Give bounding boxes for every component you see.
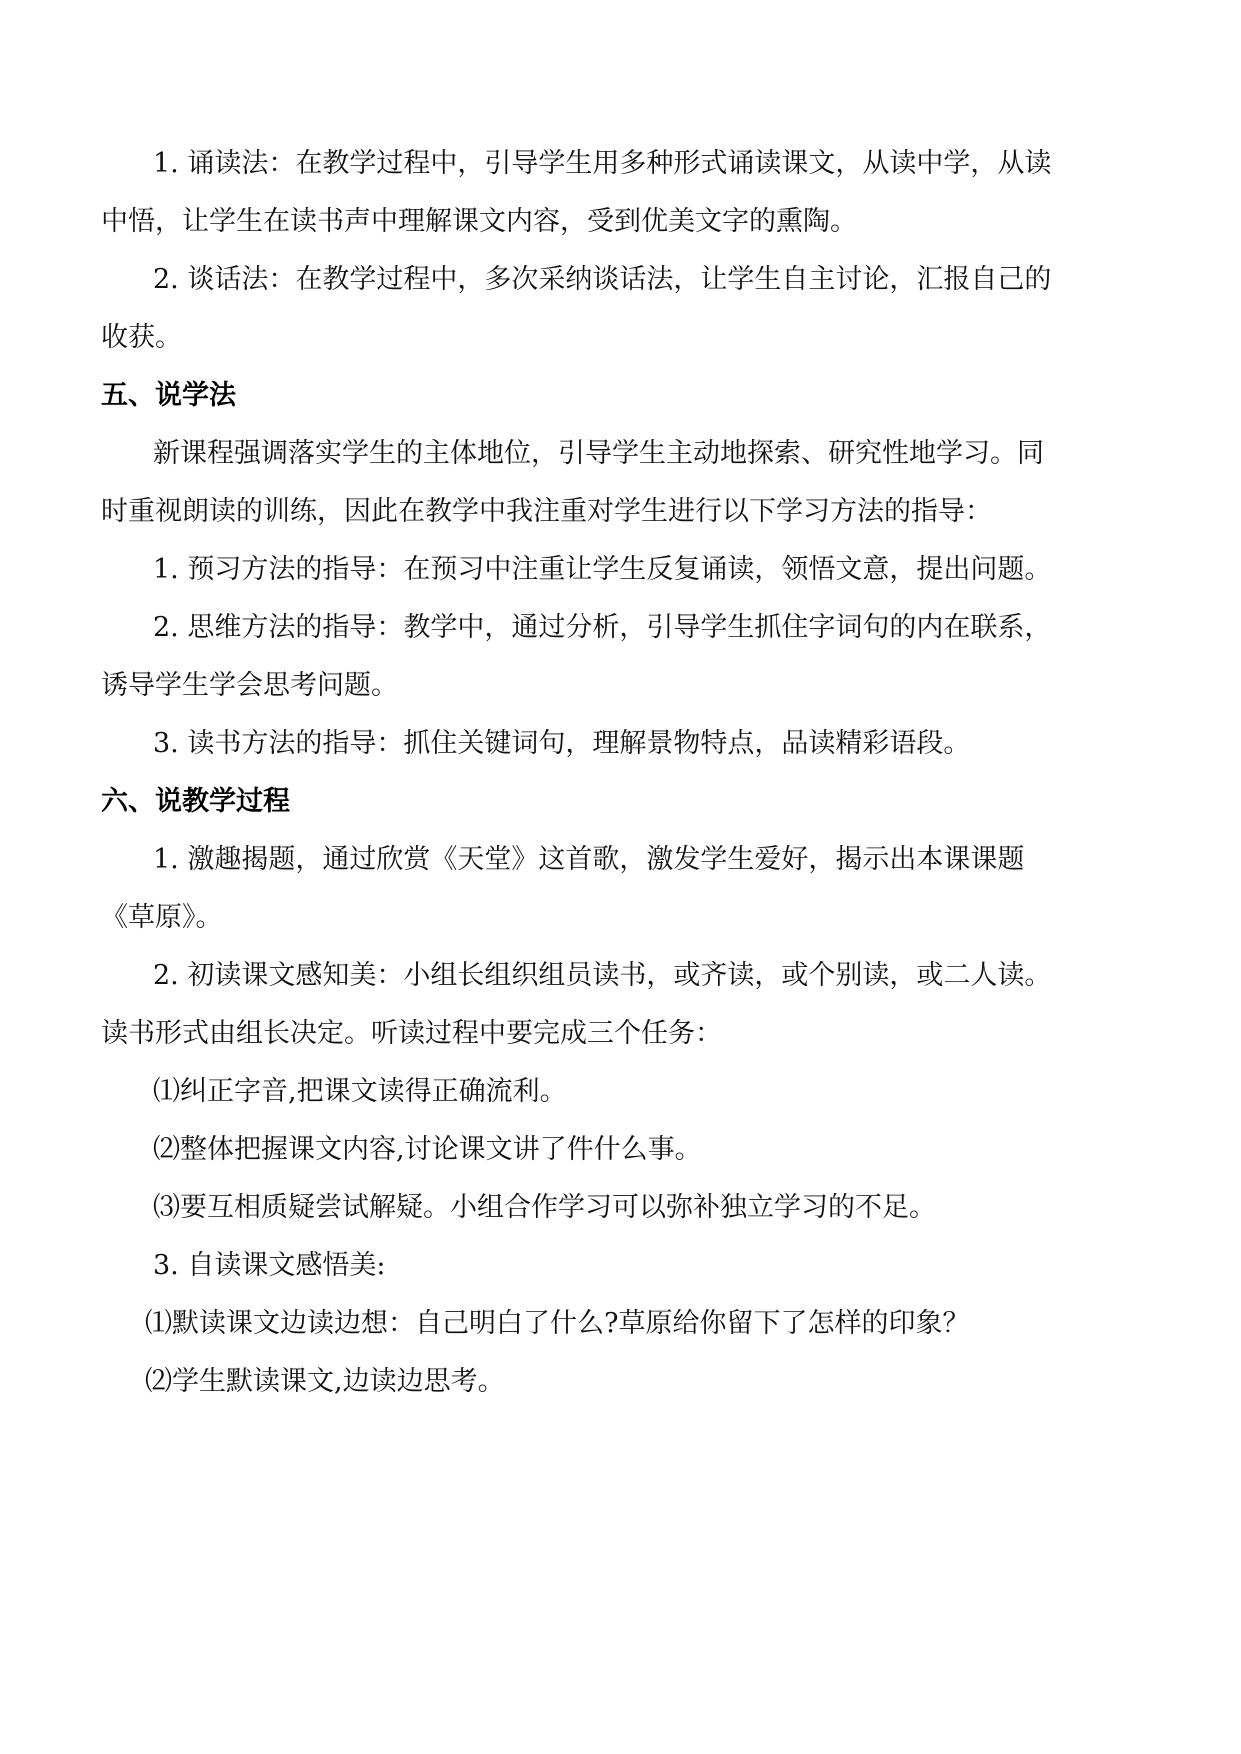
section-5-item-2-line-2: 诱导学生学会思考问题。 (101, 670, 398, 701)
method-2-line-1: 2. 谈话法：在教学过程中，多次采纳谈话法，让学生自主讨论，汇报自己的 (153, 264, 1052, 295)
step-1-line-1: 1. 激趣揭题，通过欣赏《天堂》这首歌，激发学生爱好，揭示出本课课题 (153, 844, 1025, 875)
section-6-heading: 六、说教学过程 (101, 786, 290, 817)
method-1-line-2: 中悟，让学生在读书声中理解课文内容，受到优美文字的熏陶。 (101, 206, 857, 237)
section-5-heading: 五、说学法 (101, 380, 236, 411)
step-2-task-1: ⑴纠正字音,把课文读得正确流利。 (153, 1076, 567, 1107)
step-2-task-2: ⑵整体把握课文内容,讨论课文讲了件什么事。 (153, 1134, 702, 1165)
section-5-intro-line-2: 时重视朗读的训练，因此在教学中我注重对学生进行以下学习方法的指导： (101, 496, 992, 527)
step-3-sub-2: ⑵学生默读课文,边读边思考。 (145, 1366, 505, 1397)
step-2-task-3: ⑶要互相质疑尝试解疑。小组合作学习可以弥补独立学习的不足。 (153, 1192, 936, 1223)
step-3-sub-1: ⑴默读课文边读边想：自己明白了什么?草原给你留下了怎样的印象？ (145, 1308, 970, 1339)
section-5-item-1: 1. 预习方法的指导：在预习中注重让学生反复诵读，领悟文意，提出问题。 (153, 554, 1052, 585)
section-5-intro-line-1: 新课程强调落实学生的主体地位，引导学生主动地探索、研究性地学习。同 (153, 438, 1044, 469)
step-2-line-1: 2. 初读课文感知美：小组长组织组员读书，或齐读，或个别读，或二人读。 (153, 960, 1052, 991)
step-2-line-2: 读书形式由组长决定。听读过程中要完成三个任务： (101, 1018, 722, 1049)
method-1-line-1: 1. 诵读法：在教学过程中，引导学生用多种形式诵读课文，从读中学，从读 (153, 148, 1052, 179)
method-2-line-2: 收获。 (101, 322, 182, 353)
section-5-item-2-line-1: 2. 思维方法的指导：教学中，通过分析，引导学生抓住字词句的内在联系， (153, 612, 1052, 643)
step-1-line-2: 《草原》。 (101, 902, 223, 933)
section-5-item-3: 3. 读书方法的指导：抓住关键词句，理解景物特点，品读精彩语段。 (153, 728, 971, 759)
step-3-title: 3. 自读课文感悟美: (153, 1250, 386, 1281)
